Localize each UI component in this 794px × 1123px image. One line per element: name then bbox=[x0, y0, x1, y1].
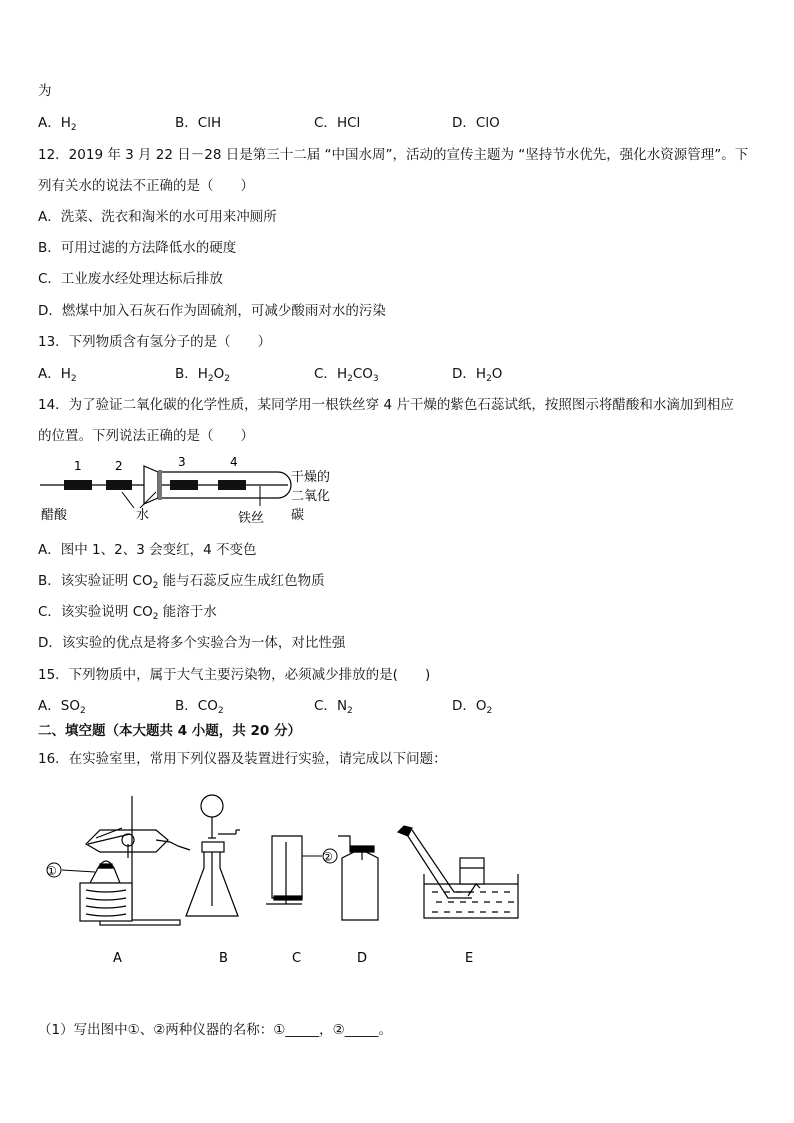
formula-text: H bbox=[60, 115, 71, 131]
q12-option-b: B．可用过滤的方法降低水的硬度 bbox=[38, 240, 237, 256]
q16-stem: 16．在实验室里，常用下列仪器及装置进行实验，请完成以下问题： bbox=[38, 751, 447, 767]
label-dry-co2-1: 干燥的 bbox=[291, 470, 331, 485]
paper-number-2: 2 bbox=[115, 459, 123, 473]
formula-text: ClO bbox=[475, 115, 500, 131]
apparatus-e bbox=[398, 826, 518, 918]
formula-subscript: 2 bbox=[207, 374, 214, 384]
option-letter: B． bbox=[175, 698, 198, 714]
formula-text: SO bbox=[60, 698, 80, 714]
q14-option-c: C．该实验说明 $CO_2$ 能溶于水 bbox=[38, 604, 217, 622]
q11-option-d bbox=[452, 114, 500, 132]
option-letter: C． bbox=[314, 366, 337, 382]
label-water: 水 bbox=[136, 508, 150, 523]
q15-option-c bbox=[314, 697, 353, 720]
section-heading: 二、填空题（本大题共 4 小题，共 20 分） bbox=[38, 723, 301, 739]
paper-number-1: 1 bbox=[74, 459, 82, 473]
apparatus-a bbox=[80, 796, 190, 925]
q12-stem-line1: 12．2019 年 3 月 22 日－28 日是第三十二届 “中国水周”，活动的宣传主题为 “坚持节水优先，强化水资源管理”。下 bbox=[38, 147, 749, 163]
formula-text: CO bbox=[197, 698, 218, 714]
option-letter: A． bbox=[38, 366, 61, 382]
litmus-paper-1 bbox=[64, 480, 92, 490]
q11-stem-tail: 为 bbox=[38, 83, 52, 99]
apparatus-d bbox=[338, 836, 378, 920]
q14-option-d: D．该实验的优点是将多个实验合为一体，对比性强 bbox=[38, 635, 346, 651]
label-vinegar: 醋酸 bbox=[41, 508, 68, 523]
q14-option-a: A．图中 1、2、3 会变红，4 不变色 bbox=[38, 542, 257, 558]
formula-subscript: 2 bbox=[486, 706, 493, 716]
formula-subscript: 2 bbox=[79, 706, 86, 716]
formula-subscript: 2 bbox=[70, 374, 77, 384]
paper-number-4: 4 bbox=[230, 455, 238, 469]
label-circle-1: ① bbox=[46, 864, 57, 878]
option-letter: D． bbox=[452, 698, 476, 714]
option-letter: B． bbox=[175, 115, 198, 131]
formula-text: H bbox=[197, 366, 208, 382]
litmus-paper-3 bbox=[170, 480, 198, 490]
formula-subscript: 2 bbox=[347, 374, 353, 384]
formula-subscript: 2 bbox=[70, 123, 77, 133]
label-e: E bbox=[465, 951, 474, 966]
formula-text: O bbox=[213, 366, 225, 382]
option-letter: A． bbox=[38, 115, 61, 131]
formula-text: H bbox=[60, 366, 71, 382]
formula-text: HCl bbox=[336, 115, 361, 131]
q14-stem-line2: 的位置。下列说法正确的是（ ） bbox=[38, 428, 254, 444]
formula-text: ClH bbox=[197, 115, 222, 131]
q13-option-b bbox=[175, 365, 230, 388]
option-letter: B． bbox=[175, 366, 198, 382]
q12-option-a: A．洗菜、洗衣和淘米的水可用来冲厕所 bbox=[38, 209, 277, 225]
option-letter: D． bbox=[452, 366, 476, 382]
label-b: B bbox=[219, 951, 228, 966]
q13-option-a bbox=[38, 365, 77, 388]
q16-part1: （1）写出图中①、②两种仪器的名称：①_____，②_____。 bbox=[38, 1022, 392, 1038]
apparatus-c bbox=[266, 836, 302, 904]
formula-text: N bbox=[336, 698, 348, 714]
q15-option-a bbox=[38, 697, 86, 720]
label-c: C bbox=[292, 951, 302, 966]
litmus-paper-4 bbox=[218, 480, 246, 490]
formula-text: H bbox=[475, 366, 487, 382]
option-letter: A． bbox=[38, 698, 61, 714]
formula-text: O bbox=[491, 366, 503, 382]
q11-option-c bbox=[314, 114, 360, 132]
formula-subscript: 2 bbox=[486, 374, 492, 384]
q15-option-b bbox=[175, 697, 224, 720]
litmus-paper-2 bbox=[106, 480, 132, 490]
formula-text: H bbox=[336, 366, 348, 382]
q13-option-d bbox=[452, 365, 502, 388]
option-letter: C． bbox=[314, 698, 337, 714]
apparatus-b bbox=[186, 795, 240, 916]
paper-number-3: 3 bbox=[178, 455, 186, 469]
q14-option-b: B．该实验证明 $CO_2$ 能与石蕊反应生成红色物质 bbox=[38, 573, 325, 591]
q11-option-b bbox=[175, 114, 221, 132]
option-letter: D． bbox=[452, 115, 476, 131]
label-circle-2: ② bbox=[322, 850, 333, 864]
q12-option-c: C．工业废水经处理达标后排放 bbox=[38, 271, 223, 287]
q15-stem: 15．下列物质中，属于大气主要污染物，必须减少排放的是( ) bbox=[38, 667, 431, 683]
q11-option-a bbox=[38, 114, 77, 137]
q13-stem: 13．下列物质含有氢分子的是（ ） bbox=[38, 334, 272, 350]
formula-subscript: 2 bbox=[224, 374, 231, 384]
formula-subscript: 2 bbox=[217, 706, 224, 716]
q13-option-c bbox=[314, 365, 379, 388]
formula-text: O bbox=[475, 698, 487, 714]
q14-figure bbox=[38, 452, 358, 530]
q15-option-d bbox=[452, 697, 492, 720]
formula-subscript: 3 bbox=[372, 374, 379, 384]
label-iron-wire: 铁丝 bbox=[238, 511, 265, 526]
q12-option-d: D．燃煤中加入石灰石作为固硫剂，可减少酸雨对水的污染 bbox=[38, 303, 386, 319]
label-dry-co2-3: 碳 bbox=[291, 508, 305, 523]
option-letter: C． bbox=[314, 115, 337, 131]
q12-stem-line2: 列有关水的说法不正确的是（ ） bbox=[38, 178, 254, 194]
label-dry-co2-2: 二氧化 bbox=[291, 489, 331, 504]
formula-text: CO bbox=[352, 366, 373, 382]
q16-apparatus-figure bbox=[40, 788, 530, 973]
label-a: A bbox=[113, 951, 122, 966]
q14-stem-line1: 14．为了验证二氧化碳的化学性质，某同学用一根铁丝穿 4 片干燥的紫色石蕊试纸，按照图示将醋酸和水滴加到相应 bbox=[38, 397, 734, 413]
rubber-stopper bbox=[144, 466, 158, 504]
label-d: D bbox=[357, 951, 368, 966]
formula-subscript: 2 bbox=[347, 706, 353, 716]
